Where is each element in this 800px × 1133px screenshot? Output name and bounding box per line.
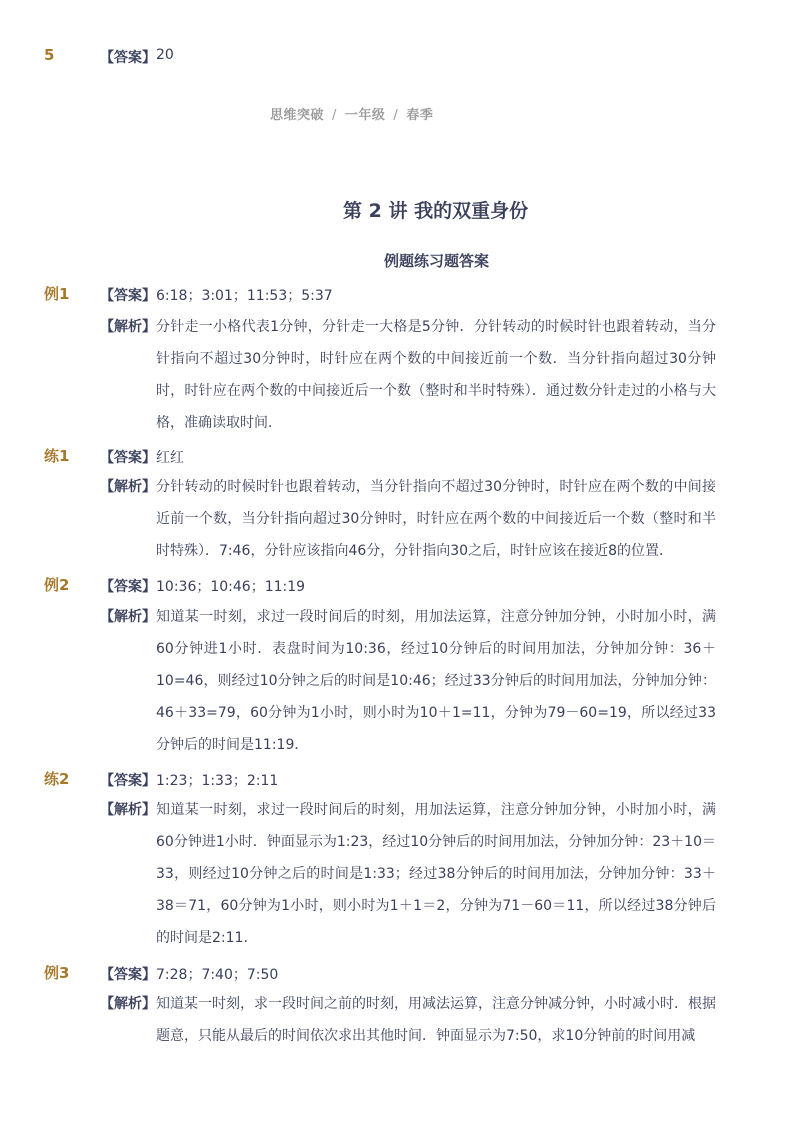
breadcrumb-grade: 一年级 — [344, 108, 386, 123]
analysis-tag: 【解析】 — [100, 479, 156, 495]
answer-tag: 【答案】 — [100, 967, 156, 983]
answer-tag: 【答案】 — [100, 288, 156, 304]
question-number: 5 — [44, 46, 55, 64]
answer-text: 10:36；10:46；11:19 — [156, 579, 306, 595]
analysis-tag: 【解析】 — [100, 802, 156, 818]
answer-tag: 【答案】 — [100, 773, 156, 789]
answer-tag: 【答案】 — [100, 450, 156, 466]
answer-text: 1:23；1:33；2:11 — [156, 773, 279, 789]
answer-text: 7:28；7:40；7:50 — [156, 967, 279, 983]
answer-tag: 【答案】 — [100, 50, 156, 66]
analysis-text: 知道某一时刻，求过一段时间后的时刻，用加法运算，注意分钟加分钟，小时加小时，满60分钟进1小时．钟面显示为1:23，经过10分钟后的时间用加法，分钟加分钟：23＋10＝33，则经过10分钟之后的时间是1:33；经过38分钟后的时间用加法，分钟加分钟：33＋38＝71，60分钟为1小时，则小时为1＋1＝2，分钟为71－60＝11，所以经过38分钟后的时间是2:11． — [156, 802, 716, 946]
analysis-tag: 【解析】 — [100, 609, 156, 625]
item-label: 练2 — [44, 770, 70, 788]
item-label: 例2 — [44, 576, 70, 594]
answer-tag: 【答案】 — [100, 579, 156, 595]
section-title: 例题练习题答案 — [384, 252, 490, 270]
breadcrumb-separator: / — [332, 108, 337, 123]
breadcrumb — [270, 104, 433, 123]
analysis-tag: 【解析】 — [100, 996, 156, 1012]
analysis-text: 分针走一小格代表1分钟，分针走一大格是5分钟．分针转动的时候时针也跟着转动，当分针指向不超过30分钟时，时针应在两个数的中间接近前一个数．当分针指向超过30分钟时，时针应在两个数的中间接近后一个数（整时和半时特殊）．通过数分针走过的小格与大格，准确读取时间． — [156, 319, 716, 431]
item-label: 例1 — [44, 285, 70, 303]
answer-text: 6:18；3:01；11:53；5:37 — [156, 288, 333, 304]
breadcrumb-subject: 思维突破 — [270, 108, 325, 123]
breadcrumb-term: 春季 — [406, 108, 434, 123]
breadcrumb-separator: / — [393, 108, 399, 123]
answer-text: 红红 — [156, 450, 184, 466]
analysis-text: 分针转动的时候时针也跟着转动，当分针指向不超过30分钟时，时针应在两个数的中间接近前一个数，当分针指向超过30分钟时，时针应在两个数的中间接近后一个数（整时和半时特殊）．7:46，分针应该指向46分，分针指向30之后，时针应该在接近8的位置． — [156, 479, 716, 559]
lecture-title: 第 2 讲 我的双重身份 — [343, 200, 529, 222]
analysis-text: 知道某一时刻，求过一段时间后的时刻，用加法运算，注意分钟加分钟，小时加小时，满60分钟进1小时．表盘时间为10:36，经过10分钟后的时间用加法，分钟加分钟：36＋10=46，则经过10分钟之后的时间是10:46；经过33分钟后的时间用加法，分钟加分钟：46＋33=79，60分钟为1小时，则小时为10＋1=11，分钟为79－60=19，所以经过33分钟后的时间是11:19． — [156, 609, 716, 753]
item-label: 练1 — [44, 447, 70, 465]
answer-text: 20 — [156, 47, 174, 63]
analysis-text: 知道某一时刻，求一段时间之前的时刻，用减法运算，注意分钟减分钟，小时减小时．根据题意，只能从最后的时间依次求出其他时间．钟面显示为7:50，求10分钟前的时间用减 — [156, 996, 716, 1044]
item-label: 例3 — [44, 964, 70, 982]
analysis-tag: 【解析】 — [100, 319, 156, 335]
